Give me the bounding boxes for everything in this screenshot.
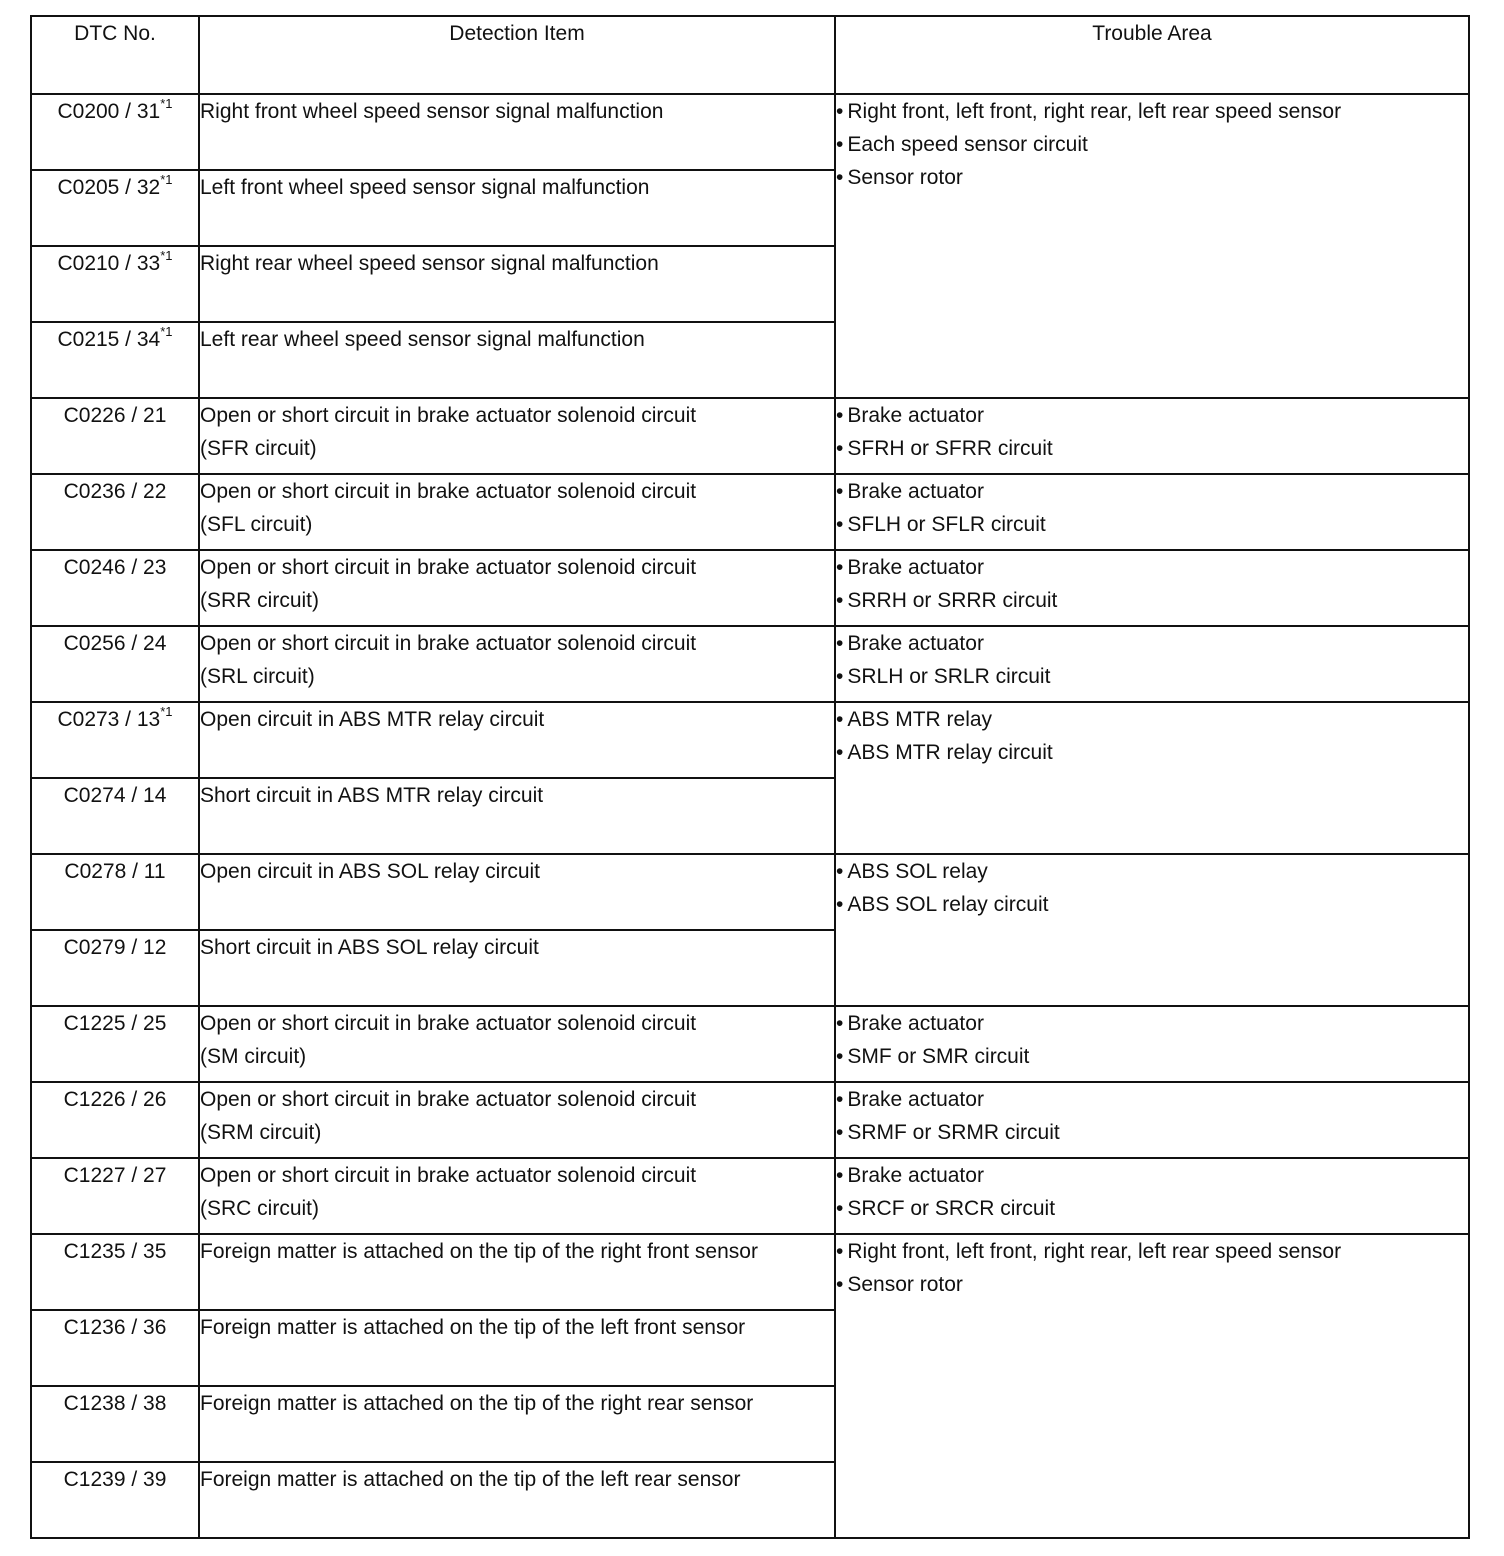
trouble-area-cell (835, 1158, 1469, 1234)
table-row (31, 626, 1469, 702)
footnote-marker: *1 (160, 324, 173, 339)
trouble-area-item: • SMF or SMR circuit (836, 1040, 1468, 1073)
detection-item-text: Open or short circuit in brake actuator solenoid circuit (200, 632, 697, 655)
detection-item-cell (199, 322, 835, 398)
detection-item-cell (199, 1082, 835, 1158)
dtc-code-cell (31, 854, 199, 930)
detection-item-cell (199, 1462, 835, 1538)
dtc-code-cell (31, 246, 199, 322)
dtc-code: C0200 / 31 (57, 100, 161, 123)
header-trouble-area: Trouble Area (835, 16, 1469, 94)
detection-item-cell (199, 626, 835, 702)
detection-item-text: Open or short circuit in brake actuator solenoid circuit (200, 480, 697, 503)
dtc-code-cell (31, 1386, 199, 1462)
trouble-area-item: • Sensor rotor (836, 161, 1468, 194)
dtc-code-cell (31, 1234, 199, 1310)
detection-item-text: (SRC circuit) (200, 1197, 319, 1220)
table-row (31, 854, 1469, 930)
trouble-area-item: • SRCF or SRCR circuit (836, 1192, 1468, 1225)
dtc-code-cell (31, 398, 199, 474)
detection-item-cell (199, 246, 835, 322)
trouble-area-item: • Right front, left front, right rear, left rear speed sensor (836, 1235, 1468, 1268)
dtc-code-cell (31, 1158, 199, 1234)
trouble-area-item: • Brake actuator (836, 1159, 1468, 1192)
trouble-area-item: • SRLH or SRLR circuit (836, 660, 1468, 693)
dtc-code: C0205 / 32 (57, 176, 161, 199)
dtc-code: C1226 / 26 (63, 1088, 167, 1111)
footnote-marker: *1 (160, 172, 173, 187)
dtc-code-cell (31, 778, 199, 854)
detection-item-text: Short circuit in ABS MTR relay circuit (200, 784, 544, 807)
trouble-area-cell (835, 626, 1469, 702)
detection-item-text: Left rear wheel speed sensor signal malfunction (200, 328, 645, 351)
header-dtc-no: DTC No. (31, 16, 199, 94)
table-row (31, 1234, 1469, 1310)
dtc-code: C1239 / 39 (63, 1468, 167, 1491)
dtc-code: C0246 / 23 (63, 556, 167, 579)
table-row (31, 550, 1469, 626)
detection-item-text: (SRR circuit) (200, 589, 319, 612)
dtc-code-cell (31, 1462, 199, 1538)
trouble-area-item: • SRMF or SRMR circuit (836, 1116, 1468, 1149)
dtc-code: C1227 / 27 (63, 1164, 167, 1187)
detection-item-text: (SRL circuit) (200, 665, 315, 688)
trouble-area-cell (835, 702, 1469, 854)
detection-item-cell (199, 1158, 835, 1234)
dtc-code-cell (31, 322, 199, 398)
footnote-marker: *1 (160, 248, 173, 263)
detection-item-text: Foreign matter is attached on the tip of the right front sensor (200, 1240, 758, 1263)
detection-item-text: Open or short circuit in brake actuator solenoid circuit (200, 404, 697, 427)
detection-item-text: Open circuit in ABS MTR relay circuit (200, 708, 545, 731)
trouble-area-item: • Brake actuator (836, 475, 1468, 508)
dtc-code-cell (31, 930, 199, 1006)
dtc-code-cell (31, 1006, 199, 1082)
detection-item-cell (199, 550, 835, 626)
detection-item-text: (SM circuit) (200, 1045, 307, 1068)
detection-item-cell (199, 930, 835, 1006)
dtc-table (30, 15, 1470, 1539)
detection-item-text: Open or short circuit in brake actuator solenoid circuit (200, 1164, 697, 1187)
dtc-code: C1235 / 35 (63, 1240, 167, 1263)
trouble-area-cell (835, 1082, 1469, 1158)
trouble-area-cell (835, 854, 1469, 1006)
table-row (31, 94, 1469, 170)
trouble-area-item: • SRRH or SRRR circuit (836, 584, 1468, 617)
detection-item-cell (199, 1386, 835, 1462)
table-row (31, 398, 1469, 474)
table-row (31, 474, 1469, 550)
dtc-code: C0215 / 34 (57, 328, 161, 351)
detection-item-cell (199, 474, 835, 550)
detection-item-text: Open or short circuit in brake actuator solenoid circuit (200, 1088, 697, 1111)
table-row (31, 702, 1469, 778)
header-detection-item: Detection Item (199, 16, 835, 94)
trouble-area-item: • ABS MTR relay circuit (836, 736, 1468, 769)
detection-item-cell (199, 1006, 835, 1082)
trouble-area-item: • ABS SOL relay (836, 855, 1468, 888)
footnote-marker: *1 (160, 96, 173, 111)
dtc-code: C1238 / 38 (63, 1392, 167, 1415)
trouble-area-item: • ABS SOL relay circuit (836, 888, 1468, 921)
table-row (31, 1006, 1469, 1082)
footnote-marker: *1 (160, 704, 173, 719)
detection-item-text: (SFL circuit) (200, 513, 313, 536)
detection-item-cell (199, 854, 835, 930)
detection-item-text: Foreign matter is attached on the tip of the left rear sensor (200, 1468, 741, 1491)
detection-item-text: (SFR circuit) (200, 437, 317, 460)
detection-item-text: Right rear wheel speed sensor signal malfunction (200, 252, 659, 275)
trouble-area-item: • Brake actuator (836, 627, 1468, 660)
dtc-code-cell (31, 702, 199, 778)
trouble-area-item: • ABS MTR relay (836, 703, 1468, 736)
trouble-area-item: • Brake actuator (836, 1007, 1468, 1040)
detection-item-text: Foreign matter is attached on the tip of the left front sensor (200, 1316, 746, 1339)
table-body (31, 94, 1469, 1538)
trouble-area-item: • Brake actuator (836, 1083, 1468, 1116)
dtc-code: C0279 / 12 (63, 936, 167, 959)
trouble-area-item: • Right front, left front, right rear, left rear speed sensor (836, 95, 1468, 128)
dtc-code: C0273 / 13 (57, 708, 161, 731)
trouble-area-cell (835, 1006, 1469, 1082)
dtc-code: C1225 / 25 (63, 1012, 167, 1035)
trouble-area-cell (835, 94, 1469, 398)
dtc-code: C0256 / 24 (63, 632, 167, 655)
detection-item-text: Open or short circuit in brake actuator solenoid circuit (200, 1012, 697, 1035)
table-row (31, 1158, 1469, 1234)
detection-item-cell (199, 1234, 835, 1310)
trouble-area-item: • Sensor rotor (836, 1268, 1468, 1301)
dtc-code: C0210 / 33 (57, 252, 161, 275)
dtc-code-cell (31, 1082, 199, 1158)
dtc-code: C1236 / 36 (63, 1316, 167, 1339)
trouble-area-cell (835, 1234, 1469, 1538)
detection-item-text: (SRM circuit) (200, 1121, 322, 1144)
dtc-code-cell (31, 550, 199, 626)
dtc-code-cell (31, 170, 199, 246)
dtc-code: C0274 / 14 (63, 784, 167, 807)
dtc-code: C0226 / 21 (63, 404, 167, 427)
detection-item-text: Right front wheel speed sensor signal malfunction (200, 100, 664, 123)
trouble-area-item: • Brake actuator (836, 399, 1468, 432)
dtc-code: C0236 / 22 (63, 480, 167, 503)
detection-item-cell (199, 398, 835, 474)
table-row (31, 1082, 1469, 1158)
detection-item-cell (199, 778, 835, 854)
detection-item-text: Short circuit in ABS SOL relay circuit (200, 936, 539, 959)
trouble-area-item: • Each speed sensor circuit (836, 128, 1468, 161)
dtc-code-cell (31, 94, 199, 170)
detection-item-cell (199, 702, 835, 778)
detection-item-cell (199, 1310, 835, 1386)
detection-item-text: Open circuit in ABS SOL relay circuit (200, 860, 541, 883)
trouble-area-cell (835, 474, 1469, 550)
detection-item-text: Left front wheel speed sensor signal malfunction (200, 176, 650, 199)
dtc-code-cell (31, 474, 199, 550)
detection-item-cell (199, 170, 835, 246)
trouble-area-item: • SFRH or SFRR circuit (836, 432, 1468, 465)
detection-item-cell (199, 94, 835, 170)
dtc-code-cell (31, 1310, 199, 1386)
detection-item-text: Open or short circuit in brake actuator solenoid circuit (200, 556, 697, 579)
trouble-area-cell (835, 398, 1469, 474)
trouble-area-item: • SFLH or SFLR circuit (836, 508, 1468, 541)
detection-item-text: Foreign matter is attached on the tip of the right rear sensor (200, 1392, 754, 1415)
header-row (31, 16, 1469, 94)
dtc-code: C0278 / 11 (64, 860, 166, 883)
trouble-area-cell (835, 550, 1469, 626)
trouble-area-item: • Brake actuator (836, 551, 1468, 584)
dtc-code-cell (31, 626, 199, 702)
